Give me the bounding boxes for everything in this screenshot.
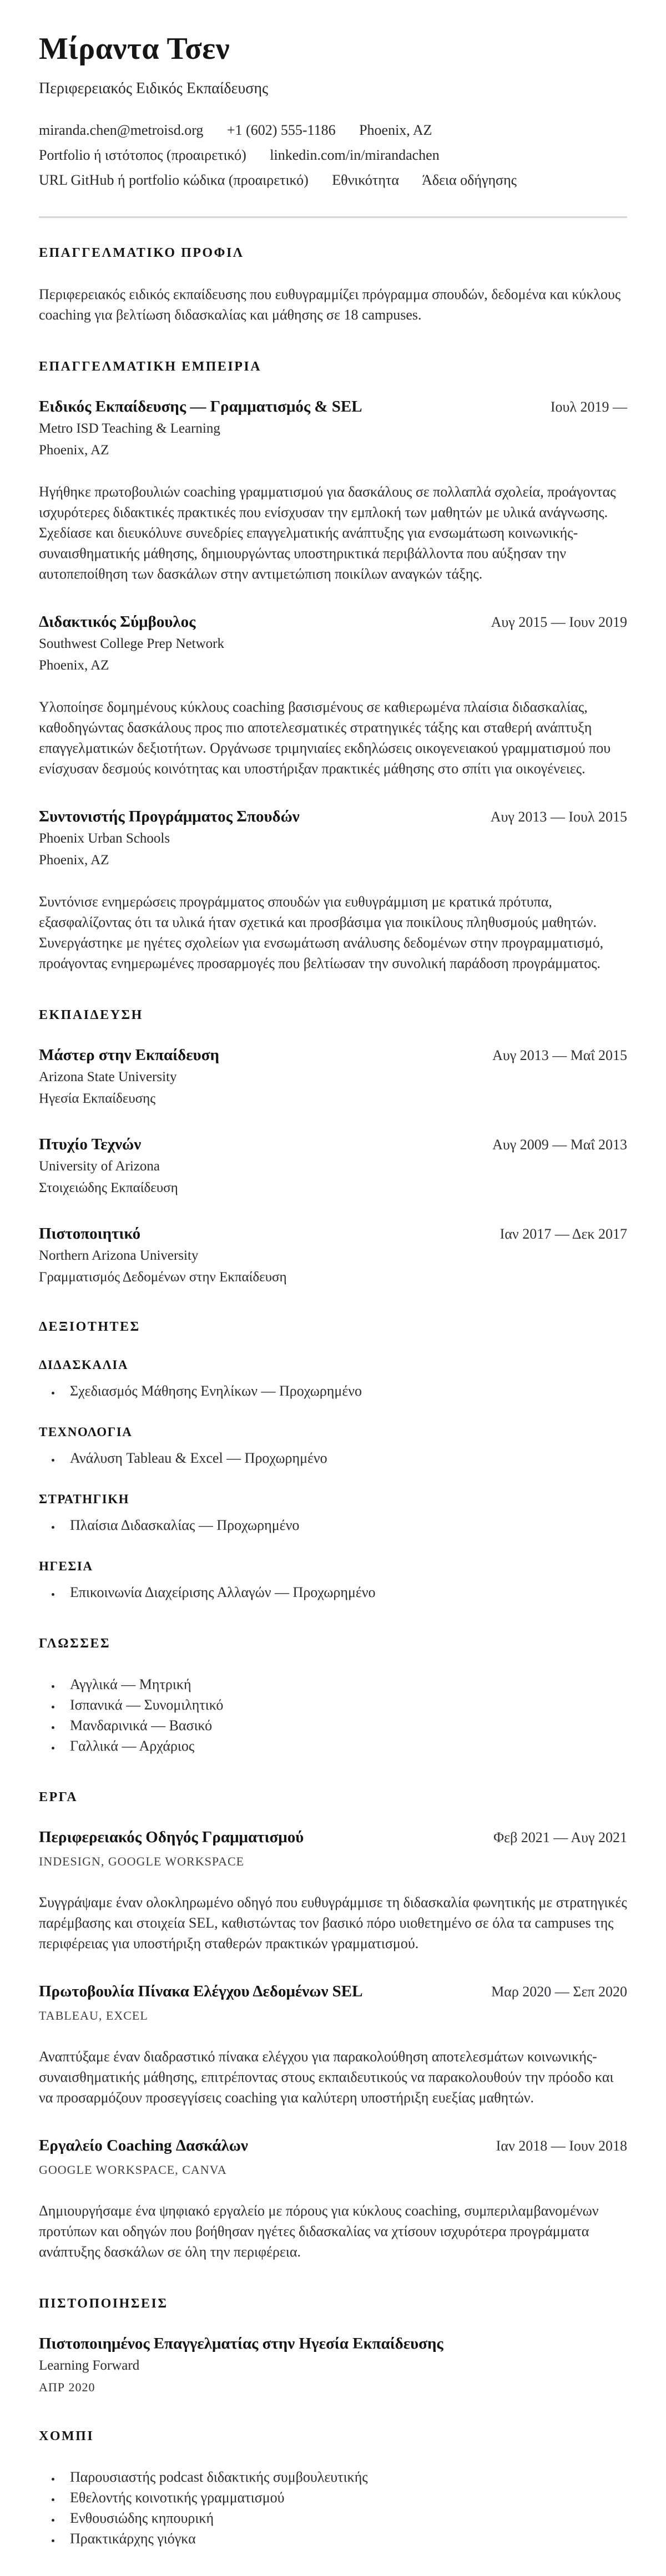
- skill-item: • Επικοινωνία Διαχείρισης Αλλαγών — Προχωρημένο: [61, 1583, 627, 1602]
- job-entry: [39, 398, 627, 584]
- job-dates: Αυγ 2013 — Ιουλ 2015: [490, 809, 627, 825]
- education-dates: Αυγ 2009 — Μαΐ 2013: [492, 1137, 627, 1153]
- job-description: Συντόνισε ενημερώσεις προγράμματος σπουδών για ευθυγράμμιση με κρατικά πρότυπα, εξασφαλίζοντας ότι τα υλικά ήταν σχετικά και προσβάσιμα για ποικίλους πληθυσμούς μαθητών. Συνεργάστηκε με ηγέτες σχολείων για ενσωμάτωση ανάλυσης δεδομένων στην προγραμματισμό, προάγοντας ενημερωμένες προσαρμογές που βελτίωσαν την συνολική παράδοση προγράμματος.: [39, 894, 604, 972]
- skill-group-title: ΔΙΔΑΣΚΑΛΙΑ: [39, 1358, 128, 1372]
- skill-group-title: ΤΕΧΝΟΛΟΓΙΑ: [39, 1425, 133, 1439]
- project-dates: Φεβ 2021 — Αυγ 2021: [493, 1829, 627, 1846]
- phone-text: +1 (602) 555-1186: [226, 122, 336, 139]
- section-experience: [39, 359, 627, 973]
- location-text: Phoenix, AZ: [359, 122, 432, 139]
- school-name: Northern Arizona University: [39, 1248, 199, 1264]
- skill-group-leadership: [39, 1559, 627, 1602]
- hobby-item: • Ενθουσιώδης κηπουρική: [61, 2508, 627, 2528]
- job-location: Phoenix, AZ: [39, 853, 109, 868]
- language-item: • Μανδαρινικά — Βασικό: [61, 1716, 627, 1735]
- email-text: miranda.chen@metroisd.org: [39, 122, 204, 139]
- field-of-study: Στοιχειώδης Εκπαίδευση: [39, 1180, 178, 1196]
- project-entry-head: [39, 1828, 627, 1847]
- project-dates: Μαρ 2020 — Σεπ 2020: [491, 1984, 627, 2000]
- project-entry: [39, 2137, 627, 2262]
- project-description: Αναπτύξαμε έναν διαδραστικό πίνακα ελέγχου για παρακολούθηση αποτελεσμάτων κοινωνικής-συναισθηματικής μάθησης, επιτρέποντας στους εκπαιδευτικούς να παρακολουθούν την πρόοδο και να προσαρμόζουν προσεγγίσεις coaching για καλύτερη υποστήριξη ευεξίας μαθητών.: [39, 2048, 614, 2106]
- job-company: Southwest College Prep Network: [39, 636, 224, 652]
- section-projects: [39, 1790, 627, 2262]
- project-description: Συγγράψαμε έναν ολοκληρωμένο οδηγό που ευθυγράμμισε τη διδασκαλία φωνητικής με στρατηγικές παρέμβασης και στοιχεία SEL, καθιστώντας τον βασικό πόρο υιοθετημένο σε όλα τα campuses της περιφέρειας για υποστήριξη σταθερών πρακτικών γραμματισμού.: [39, 1894, 627, 1952]
- skill-group-title: ΣΤΡΑΤΗΓΙΚΗ: [39, 1492, 130, 1507]
- job-company: Phoenix Urban Schools: [39, 831, 170, 846]
- section-heading-education: ΕΚΠΑΙΔΕΥΣΗ: [39, 1008, 143, 1023]
- project-entry: [39, 1828, 627, 1954]
- job-description: Υλοποίησε δομημένους κύκλους coaching βασισμένους σε καθιερωμένα πλαίσια διδασκαλίας, καθοδηγώντας δασκάλους προς πιο αποτελεσματικές στρατηγικές τάξης και σταθερή ανάπτυξη επαγγελματικών δεξιοτήτων. Οργάνωσε τριμηνιαίες εκδηλώσεις οικογενειακού γραμματισμού που ενίσχυσαν δεσμούς κοινότητας και υποστήριξαν πρακτικές μάθησης στο σπίτι για οικογένειες.: [39, 699, 611, 777]
- skill-list: [39, 1381, 627, 1401]
- section-education: [39, 1008, 627, 1285]
- language-list: [39, 1675, 627, 1756]
- skill-list: [39, 1583, 627, 1602]
- section-professional-profile: [39, 246, 627, 325]
- skill-item: • Πλαίσια Διδασκαλίας — Προχωρημένο: [61, 1515, 627, 1535]
- linkedin-url-text: linkedin.com/in/mirandachen: [270, 147, 440, 164]
- degree-title: Πιστοποιητικό: [39, 1225, 141, 1243]
- field-of-study: Γραμματισμός Δεδομένων στην Εκπαίδευση: [39, 1270, 287, 1285]
- section-heading-projects: ΕΡΓΑ: [39, 1790, 78, 1805]
- skill-group-teaching: [39, 1358, 627, 1401]
- project-entry: [39, 1982, 627, 2108]
- skill-item: • Σχεδιασμός Μάθησης Ενηλίκων — Προχωρημένο: [61, 1381, 627, 1401]
- project-entry-head: [39, 2137, 627, 2155]
- project-entry-head: [39, 1982, 627, 2001]
- nationality-label: Εθνικότητα: [332, 172, 399, 189]
- hobby-item: • Πρακτικάρχης γιόγκα: [61, 2529, 627, 2548]
- project-tools: GOOGLE WORKSPACE, CANVA: [39, 2163, 227, 2177]
- skill-list: [39, 1515, 627, 1535]
- project-dates: Ιαν 2018 — Ιουν 2018: [496, 2138, 627, 2154]
- section-heading-skills: ΔΕΞΙΟΤΗΤΕΣ: [39, 1320, 140, 1335]
- project-tools: INDESIGN, GOOGLE WORKSPACE: [39, 1854, 245, 1869]
- skill-group-strategy: [39, 1492, 627, 1535]
- certification-entry: [39, 2335, 627, 2395]
- job-location: Phoenix, AZ: [39, 658, 109, 673]
- job-title: Συντονιστής Προγράμματος Σπουδών: [39, 808, 300, 826]
- section-skills: [39, 1320, 627, 1602]
- job-entry-head: [39, 398, 627, 416]
- section-certifications: [39, 2296, 627, 2395]
- job-entry-head: [39, 808, 627, 826]
- education-entry: [39, 1225, 627, 1285]
- section-heading-hobbies: ΧΟΜΠΙ: [39, 2429, 94, 2444]
- hobby-item: • Εθελοντής κοινοτικής γραμματισμού: [61, 2488, 627, 2507]
- job-dates: Ιουλ 2019 —: [550, 399, 627, 415]
- project-title: Περιφερειακός Οδηγός Γραμματισμού: [39, 1828, 304, 1847]
- hobby-list: [39, 2467, 627, 2548]
- resume-header: [39, 31, 627, 218]
- field-of-study: Ηγεσία Εκπαίδευσης: [39, 1091, 156, 1107]
- education-entry: [39, 1135, 627, 1196]
- language-item: • Ισπανικά — Συνομιλητικό: [61, 1695, 627, 1715]
- job-entry: [39, 613, 627, 779]
- section-heading-experience: ΕΠΑΓΓΕΛΜΑΤΙΚΗ ΕΜΠΕΙΡΙΑ: [39, 359, 262, 374]
- job-title: Ειδικός Εκπαίδευσης — Γραμματισμός & SEL: [39, 398, 362, 416]
- skill-list: [39, 1448, 627, 1468]
- job-dates: Αυγ 2015 — Ιουν 2019: [491, 614, 627, 631]
- job-entry-head: [39, 613, 627, 631]
- education-entry-head: [39, 1046, 627, 1064]
- education-dates: Αυγ 2013 — Μαΐ 2015: [492, 1047, 627, 1064]
- section-heading-certifications: ΠΙΣΤΟΠΟΙΗΣΕΙΣ: [39, 2296, 168, 2311]
- school-name: University of Arizona: [39, 1159, 160, 1174]
- hobby-item: • Παρουσιαστής podcast διδακτικής συμβουλευτικής: [61, 2467, 627, 2487]
- candidate-name: Μίραντα Τσεν: [39, 32, 230, 66]
- degree-title: Μάστερ στην Εκπαίδευση: [39, 1046, 219, 1064]
- certification-org: Learning Forward: [39, 2358, 140, 2374]
- education-entry-head: [39, 1225, 627, 1243]
- project-tools: TABLEAU, EXCEL: [39, 2009, 148, 2023]
- job-title: Διδακτικός Σύμβουλος: [39, 613, 196, 631]
- portfolio-label: Portfolio ή ιστότοπος (προαιρετικό): [39, 147, 246, 164]
- section-languages: [39, 1636, 627, 1756]
- skill-item: • Ανάλυση Tableau & Excel — Προχωρημένο: [61, 1448, 627, 1468]
- job-description: Ηγήθηκε πρωτοβουλιών coaching γραμματισμού για δασκάλους σε πολλαπλά σχολεία, προάγοντας ισχυρότερες διδακτικές πρακτικές που ενίσχυσαν την εμπλοκή των μαθητών με υλικά ανάγνωσης. Σχεδίασε και διευκόλυνε συνεδρίες επαγγελματικής ανάπτυξης για ενσωμάτωση κοινωνικής-συναισθηματικής μάθησης, δημιουργώντας υποστηρικτικά περιβάλλοντα που αύξησαν την αυτοπεποίθηση των δασκάλων στην αντιμετώπιση ποικίλων αναγκών τάξης.: [39, 484, 616, 582]
- education-dates: Ιαν 2017 — Δεκ 2017: [500, 1226, 627, 1243]
- certification-title: Πιστοποιημένος Επαγγελματίας στην Ηγεσία Εκπαίδευσης: [39, 2335, 443, 2353]
- github-label: URL GitHub ή portfolio κώδικα (προαιρετικό): [39, 172, 309, 189]
- project-title: Εργαλείο Coaching Δασκάλων: [39, 2137, 248, 2155]
- skill-group-technology: [39, 1425, 627, 1468]
- section-heading-languages: ΓΛΩΣΣΕΣ: [39, 1636, 111, 1651]
- contact-row-primary: [39, 122, 627, 139]
- language-item: • Γαλλικά — Αρχάριος: [61, 1736, 627, 1756]
- degree-title: Πτυχίο Τεχνών: [39, 1135, 142, 1154]
- contact-row-portfolio: [39, 147, 627, 164]
- candidate-job-title: Περιφερειακός Ειδικός Εκπαίδευσης: [39, 80, 269, 98]
- school-name: Arizona State University: [39, 1069, 177, 1085]
- job-location: Phoenix, AZ: [39, 443, 109, 458]
- section-heading-profile: ΕΠΑΓΓΕΛΜΑΤΙΚΟ ΠΡΟΦΙΛ: [39, 246, 244, 261]
- section-hobbies: [39, 2429, 627, 2548]
- skill-group-title: ΗΓΕΣΙΑ: [39, 1559, 93, 1574]
- education-entry: [39, 1046, 627, 1107]
- certification-date: ΑΠΡ 2020: [39, 2380, 95, 2395]
- header-divider: [39, 216, 627, 218]
- education-entry-head: [39, 1135, 627, 1154]
- driving-license-label: Άδεια οδήγησης: [422, 172, 517, 189]
- project-title: Πρωτοβουλία Πίνακα Ελέγχου Δεδομένων SEL: [39, 1982, 363, 2001]
- contact-row-misc: [39, 172, 627, 189]
- profile-summary-text: Περιφερειακός ειδικός εκπαίδευσης που ευθυγραμμίζει πρόγραμμα σπουδών, δεδομένα και κύκλους coaching για βελτίωση διδασκαλίας και μάθησης σε 18 campuses.: [39, 286, 621, 323]
- job-entry: [39, 808, 627, 973]
- language-item: • Αγγλικά — Μητρική: [61, 1675, 627, 1694]
- job-company: Metro ISD Teaching & Learning: [39, 421, 220, 437]
- project-description: Δημιουργήσαμε ένα ψηφιακό εργαλείο με πόρους για κύκλους coaching, συμπεριλαμβανομένων προτύπων και οδηγών που βοήθησαν ηγέτες διδασκαλίας να χτίσουν ισχυρότερα προγράμματα ανάπτυξης δασκάλων σε όλη την περιφέρεια.: [39, 2203, 599, 2260]
